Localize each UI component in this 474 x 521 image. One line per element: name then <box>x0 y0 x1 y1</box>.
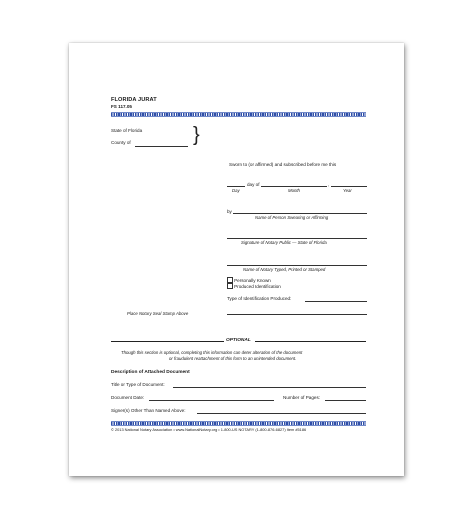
optional-note-line1: Though this section is optional, completing this information can deter alteration of the document <box>121 350 303 355</box>
state-label: State of Florida <box>111 128 143 133</box>
attached-doc-section-title: Description of Attached Document <box>111 370 190 375</box>
county-field-line[interactable] <box>135 146 188 147</box>
form-statute: FS 117.05 <box>111 104 132 109</box>
doc-title-line[interactable] <box>173 387 366 388</box>
doc-date-line[interactable] <box>149 400 274 401</box>
produced-id-label: Produced Identification <box>234 284 281 290</box>
produced-id-option[interactable] <box>227 283 281 289</box>
bottom-decorative-border <box>111 421 366 426</box>
personally-known-label: Personally Known <box>234 278 271 284</box>
notary-name-line[interactable] <box>227 265 367 266</box>
signers-line[interactable] <box>197 413 366 414</box>
month-caption: Month <box>288 188 300 193</box>
person-name-line[interactable] <box>233 213 367 214</box>
day-of-text: day of <box>247 182 260 187</box>
notary-name-caption: Name of Notary Typed, Printed or Stamped <box>243 267 326 272</box>
id-type-label: Type of Identification Produced: <box>227 296 292 301</box>
by-label: by <box>227 209 232 214</box>
year-field-line[interactable] <box>331 186 367 187</box>
footer-copyright: © 2013 National Notary Association • www.NationalNotary.org • 1-800-US NOTARY (1-800-876-6827) Item #5186 <box>111 427 307 432</box>
optional-rule-right <box>255 341 366 342</box>
venue-brace: } <box>193 124 200 146</box>
pages-line[interactable] <box>325 400 366 401</box>
person-caption: Name of Person Swearing or Affirming <box>255 215 329 220</box>
optional-rule-left <box>111 341 224 342</box>
signers-label: Signer(s) Other Than Named Above: <box>111 408 186 413</box>
personally-known-checkbox[interactable] <box>227 277 233 283</box>
optional-note-line2: or fraudulent reattachment of this form to an unintended document. <box>169 356 297 361</box>
doc-date-label: Document Date: <box>111 395 145 400</box>
day-field-line[interactable] <box>227 186 245 187</box>
pages-label: Number of Pages: <box>283 395 321 400</box>
doc-title-label: Title or Type of Document: <box>111 382 165 387</box>
top-decorative-border <box>111 112 366 117</box>
form-sheet: FLORIDA JURAT FS 117.05 State of Florida County of } Sworn to (or affirmed) and subscribed before me this day of , Day Month Year by Name of Person Swearing or Affirming Signature of Notary Public — State of Florida Name of Notary Typed, Printed or Stamped Personally Known Produced Identification Type of Identification Produced: Place Notary Seal Stamp Above OPTIONAL Though this section is optional, completing this information can deter alteration of the document or fraudulent reattachment of this form to an unintended document. Description of Attached Document Title or Type of Document: Document Date: Number of Pages: Signer(s) Other Than Named Above: © 2013 National Notary Association • www.NationalNotary.org • 1-800-US NOTARY (1-800-876-6827) Item #5186 <box>69 43 404 476</box>
optional-heading: OPTIONAL <box>226 338 251 343</box>
seal-caption: Place Notary Seal Stamp Above <box>127 311 189 316</box>
notary-signature-line[interactable] <box>227 238 367 239</box>
id-type-line-2[interactable] <box>227 314 367 315</box>
signature-caption: Signature of Notary Public — State of Florida <box>241 240 327 245</box>
form-title: FLORIDA JURAT <box>111 97 157 103</box>
produced-id-checkbox[interactable] <box>227 283 233 289</box>
month-field-line[interactable] <box>261 186 327 187</box>
day-caption: Day <box>232 188 240 193</box>
sworn-statement: Sworn to (or affirmed) and subscribed before me this <box>229 162 337 167</box>
county-label: County of <box>111 140 131 145</box>
id-type-line[interactable] <box>305 301 367 302</box>
year-caption: Year <box>343 188 352 193</box>
